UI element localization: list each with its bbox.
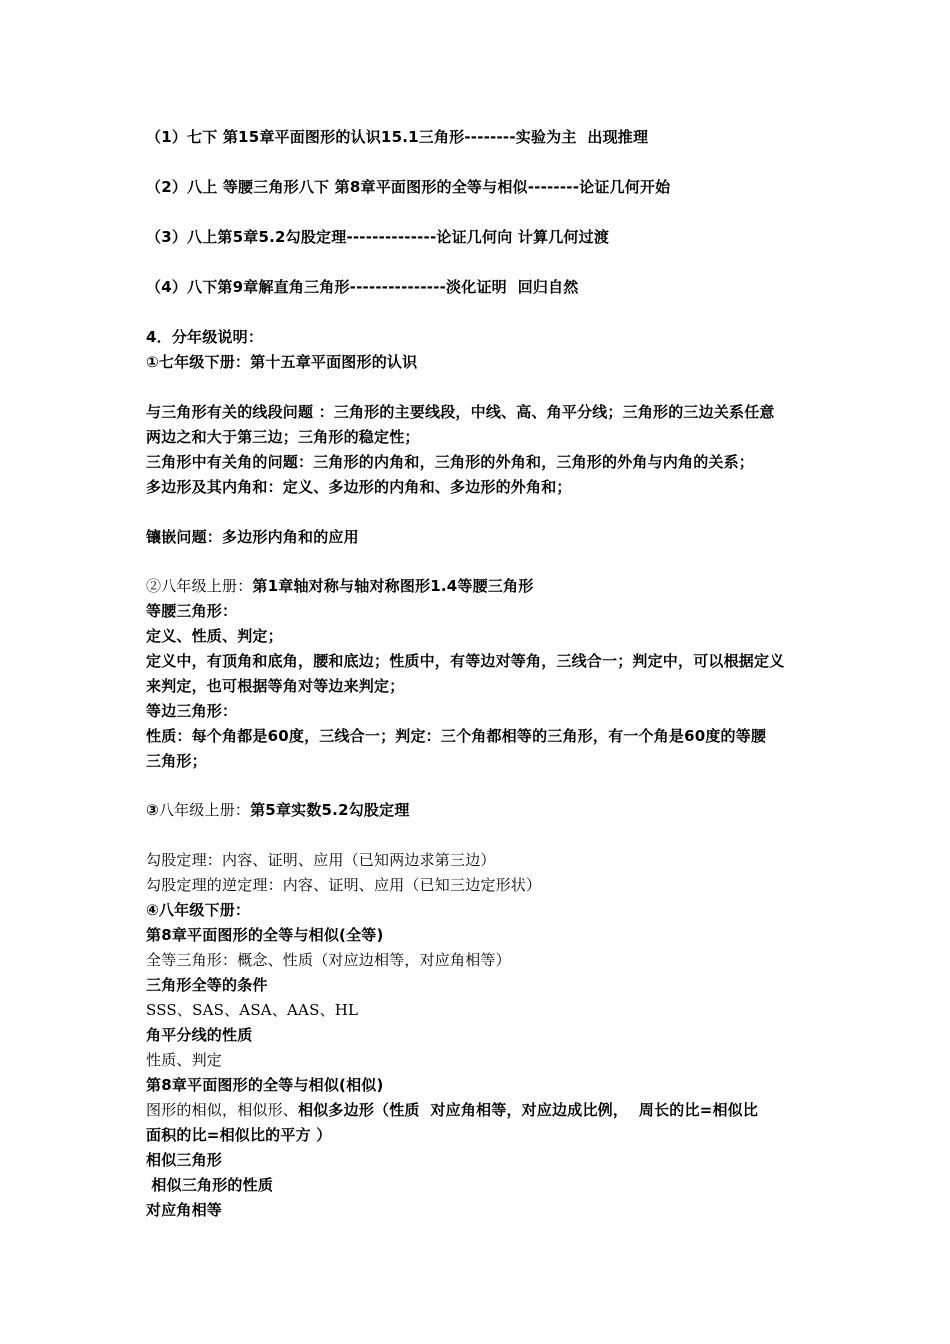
chapter-congruent: 第8章平面图形的全等与相似(全等): [146, 926, 384, 944]
similar-line-2: 面积的比=相似比的平方 ）: [146, 1126, 332, 1144]
grade8b-heading-symbol: ③: [146, 801, 159, 819]
grade7-heading: ①七年级下册：第十五章平面图形的认识: [146, 353, 418, 371]
grade8c-heading: ④八年级下册：: [146, 901, 251, 919]
section-title: 4．分年级说明：: [146, 328, 264, 346]
similar-triangle-property: 相似三角形的性质: [146, 1176, 274, 1194]
congruent-definition: 全等三角形：概念、性质（对应边相等，对应角相等）: [146, 951, 511, 969]
grade8a-heading-prefix: ②八年级上册：: [146, 577, 253, 595]
corresponding-angles: 对应角相等: [146, 1201, 223, 1219]
grade8a-line-2: 定义、性质、判定；: [146, 627, 283, 645]
similar-rest: 相似多边形（性质 对应角相等，对应边成比例， 周长的比=相似比: [298, 1101, 759, 1119]
conditions-list: SSS、SAS、ASA、AAS、HL: [146, 1001, 359, 1019]
grade7-line-3: 三角形中有关角的问题：三角形的内角和，三角形的外角和，三角形的外角与内角的关系；: [146, 453, 755, 471]
list-item-2: （2）八上 等腰三角形八下 第8章平面图形的全等与相似--------论证几何开始: [146, 178, 671, 196]
grade7-line-1: 与三角形有关的线段问题 ：三角形的主要线段，中线、高、角平分线；三角形的三边关系任意: [146, 403, 775, 421]
list-item-3: （3）八上第5章5.2勾股定理--------------论证几何向 计算几何过渡: [146, 228, 610, 246]
grade8a-line-7: 三角形；: [146, 752, 207, 770]
bisector-text: 性质、判定: [146, 1051, 223, 1069]
grade8b-heading: [146, 800, 410, 820]
similar-triangle: 相似三角形: [146, 1151, 223, 1169]
grade7-line-5: 镶嵌问题：多边形内角和的应用: [146, 528, 359, 546]
grade8b-heading-rest: 第5章实数5.2勾股定理: [250, 801, 410, 819]
list-item-1: （1）七下 第15章平面图形的认识15.1三角形--------实验为主 出现推理: [146, 128, 649, 146]
grade8a-line-1: 等腰三角形：: [146, 602, 238, 620]
grade8a-line-5: 等边三角形：: [146, 702, 238, 720]
conditions-title: 三角形全等的条件: [146, 976, 268, 994]
similar-line-1: [146, 1100, 758, 1120]
grade7-line-2: 两边之和大于第三边；三角形的稳定性；: [146, 428, 420, 446]
grade8a-line-4: 来判定，也可根据等角对等边来判定；: [146, 677, 405, 695]
grade8b-line-2: 勾股定理的逆定理：内容、证明、应用（已知三边定形状）: [146, 876, 542, 894]
similar-prefix: 图形的相似，相似形、: [146, 1101, 299, 1119]
chapter-similar: 第8章平面图形的全等与相似(相似): [146, 1076, 384, 1094]
grade8a-heading: [146, 576, 533, 596]
grade8b-heading-prefix: 八年级上册：: [158, 801, 251, 819]
list-item-4: （4）八下第9章解直角三角形---------------淡化证明 回归自然: [146, 278, 579, 296]
bisector-title: 角平分线的性质: [146, 1026, 253, 1044]
grade7-line-4: 多边形及其内角和：定义、多边形的内角和、多边形的外角和；: [146, 478, 572, 496]
grade8a-line-6: 性质：每个角都是60度，三线合一；判定：三个角都相等的三角形，有一个角是60度的等腰: [146, 727, 767, 745]
grade8a-line-3: 定义中，有顶角和底角，腰和底边；性质中，有等边对等角，三线合一；判定中，可以根据定义: [146, 652, 785, 670]
grade8b-line-1: 勾股定理：内容、证明、应用（已知两边求第三边）: [146, 851, 496, 869]
grade8a-heading-rest: 第1章轴对称与轴对称图形1.4等腰三角形: [252, 577, 534, 595]
